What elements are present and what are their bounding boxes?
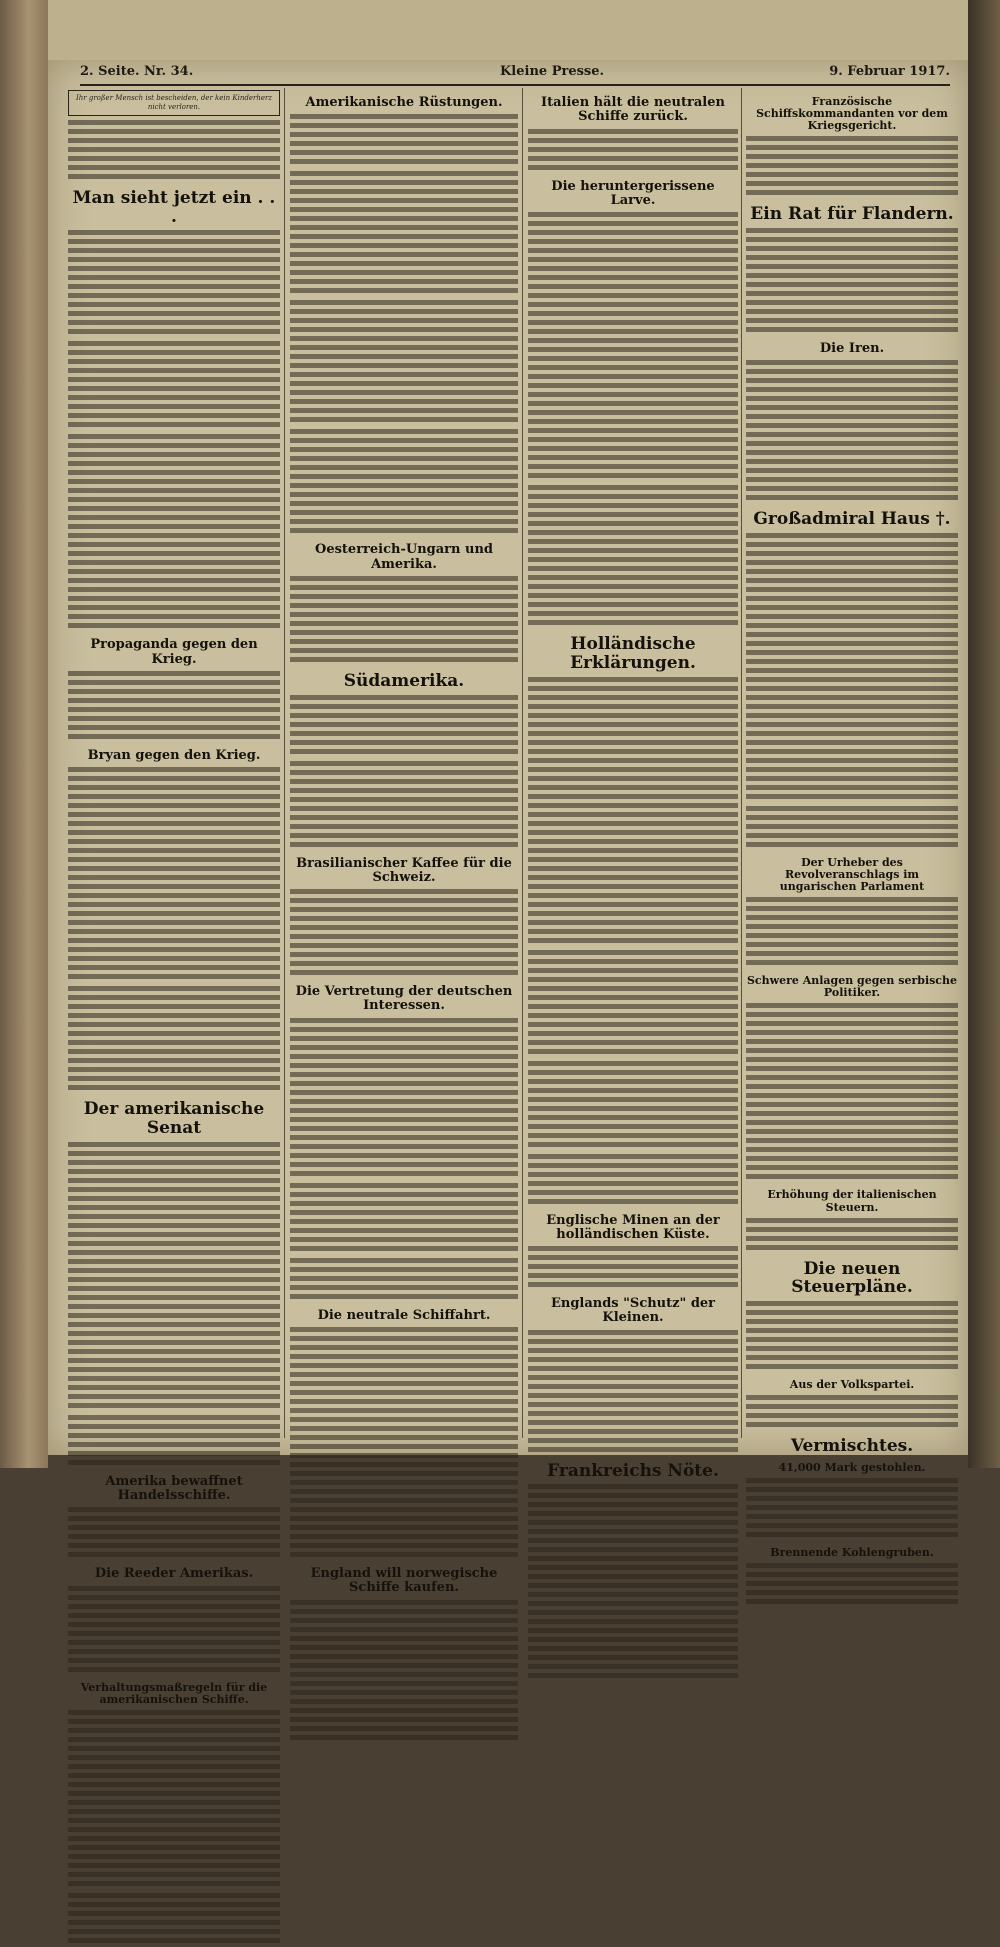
headline: Aus der Volkspartei. (789, 1377, 915, 1391)
headline: Schwere Anlagen gegen serbische Politiker. (746, 974, 958, 1000)
headline: Englands "Schutz" der Kleinen. (550, 1296, 716, 1326)
headline: Holländische Erklärungen. (570, 634, 696, 673)
headline: Die heruntergerissene Larve. (551, 178, 715, 208)
article-text (746, 1218, 958, 1254)
article-text (68, 1586, 280, 1676)
article-text (528, 1154, 738, 1208)
article-text (528, 950, 738, 1058)
headline: Die Vertretung der deutschen Interessen. (295, 984, 513, 1014)
article-text (528, 485, 738, 629)
headline: Die Reeder Amerikas. (94, 1566, 254, 1582)
issue-date: 9. Februar 1917. (829, 64, 950, 79)
headline: Brasilianischer Kaffee für die Schweiz. (296, 855, 512, 885)
article-text (290, 695, 518, 758)
headline: Oesterreich-Ungarn und Amerika. (315, 542, 493, 572)
headline: Amerika bewaffnet Handelsschiffe. (105, 1473, 243, 1503)
article-text (528, 1484, 738, 1682)
article-text (68, 1415, 280, 1469)
column-rule (741, 88, 742, 1438)
article-text (746, 1301, 958, 1373)
headline: Großadmiral Haus †. (753, 509, 951, 530)
headline: England will norwegische Schiffe kaufen. (310, 1566, 498, 1596)
headline: Brennende Kohlengruben. (770, 1545, 934, 1559)
column-3 (528, 90, 738, 1481)
article-text (290, 1600, 518, 1744)
article-text (68, 1893, 280, 1947)
article-text (528, 1246, 738, 1291)
article-text (746, 228, 958, 336)
headline: Die neutrale Schiffahrt. (317, 1307, 491, 1323)
article-text (68, 230, 280, 338)
headline: Verhaltungsmaßregeln für die amerikanischen Schiffe. (80, 1680, 268, 1706)
binding-edge (0, 0, 48, 1468)
article-text (528, 677, 738, 947)
right-edge (968, 0, 1000, 1468)
headline: Englische Minen an der holländischen Küste. (546, 1212, 720, 1242)
article-text (746, 1563, 958, 1608)
article-text (290, 1018, 518, 1180)
headline: Frankreichs Nöte. (547, 1460, 719, 1481)
article-text (68, 120, 280, 183)
headline: Ein Rat für Flandern. (750, 204, 954, 225)
headline: Italien hält die neutralen Schiffe zurück. (541, 95, 725, 125)
article-text (290, 1258, 518, 1303)
article-text (290, 1327, 518, 1561)
article-text (68, 671, 280, 743)
article-text (746, 806, 958, 851)
headline: Südamerika. (343, 670, 465, 691)
article-text (746, 1003, 958, 1183)
article-text (528, 1061, 738, 1151)
headline: Vermischtes. (790, 1436, 914, 1457)
headline: Propaganda gegen den Krieg. (90, 637, 258, 667)
article-text (290, 889, 518, 979)
article-text (68, 1710, 280, 1890)
article-text (68, 341, 280, 431)
top-margin (48, 0, 968, 60)
page-header (80, 60, 950, 86)
article-text (290, 300, 518, 426)
article-text (746, 136, 958, 199)
article-text (68, 1142, 280, 1412)
article-text (528, 1330, 738, 1456)
masthead: Kleine Presse. (500, 64, 605, 79)
article-text (290, 429, 518, 537)
headline: Die neuen Steuerpläne. (791, 1258, 913, 1298)
article-text (68, 434, 280, 632)
article-text (290, 1183, 518, 1255)
headline: Bryan gegen den Krieg. (87, 747, 261, 763)
column-2 (290, 90, 518, 1596)
article-text (746, 897, 958, 969)
article-text (68, 986, 280, 1094)
column-1 (68, 90, 280, 1706)
headline: Der Urheber des Revolveranschlags im ungarischen Parlament (779, 855, 925, 894)
page-number: 2. Seite. Nr. 34. (80, 64, 194, 79)
column-rule (284, 88, 285, 1438)
article-text (290, 761, 518, 851)
article-text (746, 1395, 958, 1431)
article-text (68, 1507, 280, 1561)
article-text (528, 212, 738, 482)
headline: Französische Schiffskommandanten vor dem Kriegsgericht. (756, 95, 948, 133)
article-text (68, 767, 280, 983)
article-text (746, 533, 958, 803)
headline: 41,000 Mark gestohlen. (778, 1460, 926, 1474)
column-rule (522, 88, 523, 1438)
article-text (290, 114, 518, 168)
headline: Erhöhung der italienischen Steuern. (767, 1188, 937, 1214)
headline: Amerikanische Rüstungen. (305, 95, 503, 110)
article-text (528, 129, 738, 174)
article-text (290, 576, 518, 666)
headline: Der amerikanische Senat (83, 1099, 265, 1138)
article-text (746, 360, 958, 504)
article-text (290, 171, 518, 297)
headline: Die Iren. (819, 340, 885, 356)
column-4 (746, 90, 958, 1559)
quote-box: Ihr großer Mensch ist bescheiden, der kein Kinderherz nicht verloren. (68, 90, 280, 116)
headline: Man sieht jetzt ein . . . (72, 188, 276, 227)
article-text (746, 1478, 958, 1541)
